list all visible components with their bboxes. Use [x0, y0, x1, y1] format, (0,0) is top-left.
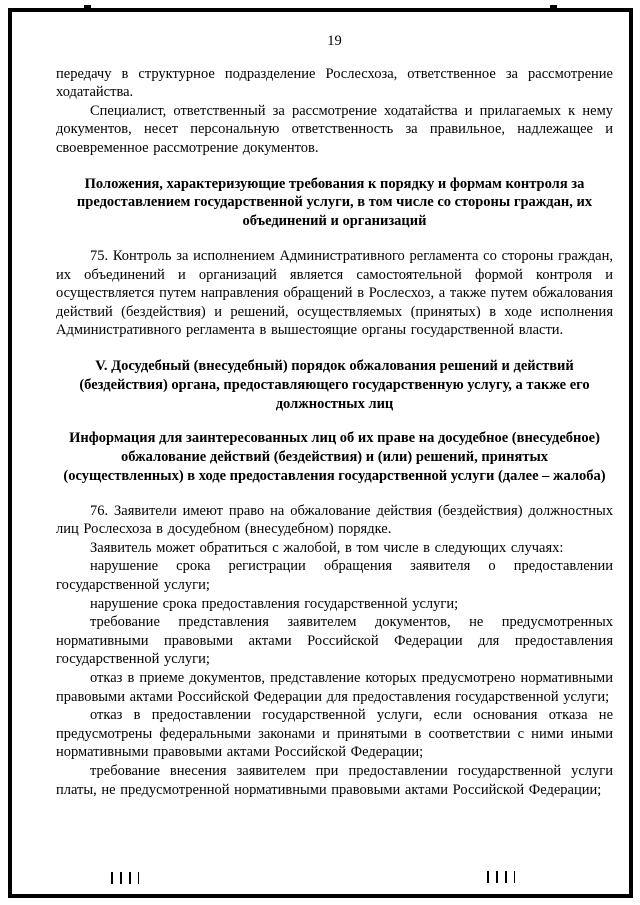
section-heading-control: Положения, характеризующие требования к порядку и формам контроля за предоставлением государственной услуги, в том числе со стороны граждан, их объединений и организаций	[76, 175, 593, 230]
paragraph-76: 76. Заявители имеют право на обжалование действия (бездействия) должностных лиц Рослесхоза в досудебном (внесудебном) порядке.	[56, 502, 613, 538]
list-item: требование внесения заявителем при предоставлении государственной услуги платы, не предусмотренной нормативными правовыми актами Российской Федерации;	[56, 763, 613, 798]
list-item: требование представления заявителем документов, не предусмотренных нормативными правовыми актами Российской Федерации для предоставления государственной услуги;	[56, 614, 613, 668]
paragraph: Специалист, ответственный за рассмотрение ходатайства и прилагаемых к нему документов, несет персональную ответственность за правильное, надлежащее и своевременное рассмотрение документов.	[56, 102, 613, 156]
list-item: нарушение срока регистрации обращения заявителя о предоставлении государственной услуги;	[56, 558, 613, 594]
page-frame	[8, 8, 633, 898]
list-item: отказ в предоставлении государственной услуги, если основания отказа не предусмотрены федеральными законами и принятыми в соответствии с ними иными нормативными правовыми актами Российской Федерации;	[56, 707, 613, 761]
section-heading-appeal: V. Досудебный (внесудебный) порядок обжалования решений и действий (бездействия) органа, предоставляющего государственную услугу, а также его должностных лиц	[79, 357, 590, 412]
paragraph-75: 75. Контроль за исполнением Административного регламента со стороны граждан, их объединений и организаций является самостоятельной формой контроля и осуществляется путем направления обращений в Рослесхоз, а также путем обжалования действий (бездействия) и решений, осуществляемых (принятых) в ходе исполнения Административного регламента в вышестоящие органы государственной власти.	[56, 247, 613, 339]
paragraph: Заявитель может обратиться с жалобой, в том числе в следующих случаях:	[90, 539, 564, 556]
section-heading-info: Информация для заинтересованных лиц об их праве на досудебное (внесудебное) обжалование действий (бездействия) и (или) решений, принятых (осуществленных) в ходе предоставления государственной услуги (далее – жалоба)	[63, 430, 606, 484]
page-number: 19	[327, 33, 342, 49]
list-item: нарушение срока предоставления государственной услуги;	[90, 595, 459, 612]
scan-mark-bottom-right	[487, 871, 515, 883]
paragraph-continuation: передачу в структурное подразделение Рослесхоза, ответственное за рассмотрение ходатайства.	[56, 65, 613, 101]
scan-mark-bottom-left	[111, 872, 139, 884]
list-item: отказ в приеме документов, представление которых предусмотрено нормативными правовыми актами Российской Федерации для предоставления государственной услуги;	[56, 670, 613, 705]
